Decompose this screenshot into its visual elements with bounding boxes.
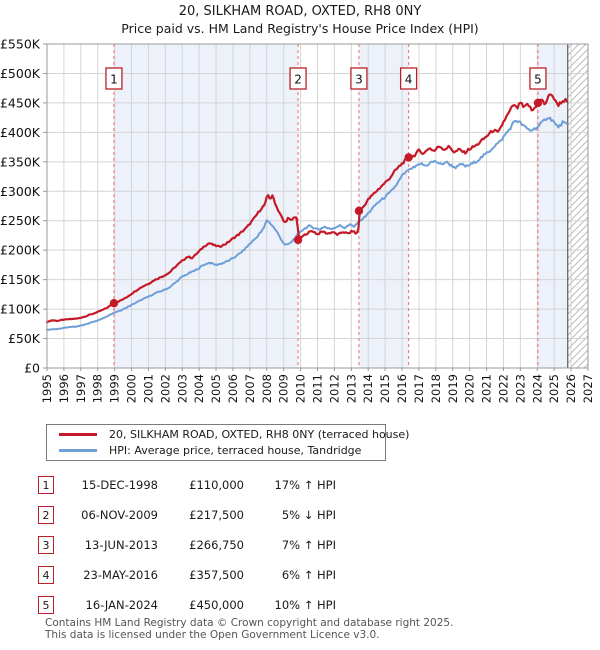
- legend-label: HPI: Average price, terraced house, Tandridge: [109, 444, 362, 458]
- transaction-date: 13-JUN-2013: [84, 538, 158, 552]
- sale-number: 2: [294, 72, 302, 87]
- x-axis-label: 2017: [411, 374, 426, 404]
- x-axis-label: 1999: [107, 374, 122, 404]
- y-axis-label: £550K: [0, 36, 40, 52]
- y-axis-label: £100K: [0, 301, 40, 317]
- x-axis-label: 2019: [445, 374, 460, 404]
- table-row: [38, 565, 336, 585]
- ownership-band: [538, 44, 568, 368]
- transaction-hpi-delta: 7% ↑ HPI: [281, 538, 336, 552]
- property-line-swatch: [59, 433, 97, 436]
- x-axis-label: 2015: [378, 374, 393, 404]
- transaction-price: £357,500: [189, 568, 244, 582]
- x-axis-label: 2025: [547, 374, 562, 404]
- transaction-number-badge: 4: [38, 566, 54, 584]
- table-row: [38, 595, 336, 615]
- legend-item-property: [47, 426, 410, 442]
- y-axis-label: £500K: [0, 65, 40, 81]
- y-axis-label: £400K: [0, 124, 40, 140]
- sale-marker: [534, 99, 542, 107]
- x-axis-label: 2007: [242, 374, 257, 404]
- sale-number: 5: [534, 72, 542, 87]
- x-axis-label: 1995: [40, 374, 54, 404]
- transaction-price: £266,750: [189, 538, 244, 552]
- transaction-date: 23-MAY-2016: [83, 568, 158, 582]
- footer-line-1: Contains HM Land Registry data © Crown copyright and database right 2025.: [45, 617, 454, 629]
- ownership-band: [359, 44, 409, 368]
- transaction-number-badge: 5: [38, 596, 54, 614]
- y-axis-label: £50K: [7, 331, 40, 347]
- x-axis-label: 2008: [259, 374, 274, 404]
- transaction-date: 16-JAN-2024: [85, 598, 158, 612]
- x-axis-label: 2020: [462, 374, 477, 404]
- x-axis-label: 2016: [395, 374, 410, 404]
- x-axis-label: 2002: [158, 374, 173, 404]
- x-axis-label: 2013: [344, 374, 359, 404]
- y-axis-label: £150K: [0, 272, 40, 288]
- x-axis-label: 2006: [225, 374, 240, 404]
- y-axis-label: £450K: [0, 95, 40, 111]
- transaction-price: £450,000: [189, 598, 244, 612]
- transaction-number-badge: 1: [38, 476, 54, 494]
- x-axis-label: 2001: [141, 374, 156, 404]
- x-axis-label: 1998: [90, 374, 105, 404]
- page-title: 20, SILKHAM ROAD, OXTED, RH8 0NY: [178, 4, 422, 19]
- transaction-number-badge: 2: [38, 506, 54, 524]
- x-axis-label: 1996: [56, 374, 71, 404]
- hpi-line-swatch: [59, 449, 97, 452]
- sale-marker: [294, 236, 302, 244]
- sale-marker: [404, 153, 412, 161]
- sale-number: 3: [355, 72, 363, 87]
- y-axis-label: £350K: [0, 154, 40, 170]
- transaction-hpi-delta: 10% ↑ HPI: [274, 598, 336, 612]
- x-axis-label: 2024: [530, 374, 545, 404]
- y-axis-label: £200K: [0, 242, 40, 258]
- sale-marker: [355, 207, 363, 215]
- y-axis-label: £250K: [0, 213, 40, 229]
- table-row: [38, 475, 336, 495]
- table-row: [38, 505, 336, 525]
- x-axis-label: 2005: [209, 374, 224, 404]
- x-axis-label: 2003: [175, 374, 190, 404]
- ownership-band: [114, 44, 298, 368]
- transaction-hpi-delta: 17% ↑ HPI: [274, 478, 336, 492]
- sale-number: 4: [404, 72, 413, 87]
- x-axis-label: 2000: [124, 374, 139, 404]
- transaction-price: £110,000: [189, 478, 244, 492]
- sale-marker: [110, 299, 118, 307]
- legend: [46, 424, 410, 461]
- transaction-date: 06-NOV-2009: [81, 508, 158, 522]
- x-axis-label: 2027: [581, 374, 595, 404]
- page-subtitle: Price paid vs. HM Land Registry's House Price Index (HPI): [121, 21, 479, 36]
- sale-number: 1: [110, 72, 118, 87]
- license-footer: [45, 617, 453, 641]
- y-axis-label: £0: [24, 360, 40, 376]
- x-axis-label: 1997: [73, 374, 88, 404]
- transaction-number-badge: 3: [38, 536, 54, 554]
- footer-line-2: This data is licensed under the Open Government Licence v3.0.: [45, 629, 380, 641]
- x-axis-label: 2011: [310, 374, 325, 404]
- transaction-hpi-delta: 5% ↓ HPI: [281, 508, 336, 522]
- table-row: [38, 535, 336, 555]
- y-axis-label: £300K: [0, 183, 40, 199]
- transaction-price: £217,500: [189, 508, 244, 522]
- x-axis-label: 2018: [428, 374, 443, 404]
- transaction-date: 15-DEC-1998: [81, 478, 158, 492]
- x-axis-label: 2010: [293, 374, 308, 404]
- x-axis-label: 2021: [479, 374, 494, 404]
- x-axis-label: 2012: [327, 374, 342, 404]
- legend-item-hpi: [47, 443, 385, 459]
- x-axis-label: 2009: [276, 374, 291, 404]
- x-axis-label: 2014: [361, 374, 376, 404]
- x-axis-label: 2023: [513, 374, 528, 404]
- legend-label: 20, SILKHAM ROAD, OXTED, RH8 0NY (terraced house): [109, 427, 410, 441]
- x-axis-label: 2026: [564, 374, 579, 404]
- x-axis-label: 2022: [496, 374, 511, 404]
- transaction-hpi-delta: 6% ↑ HPI: [281, 568, 336, 582]
- x-axis-label: 2004: [192, 374, 207, 404]
